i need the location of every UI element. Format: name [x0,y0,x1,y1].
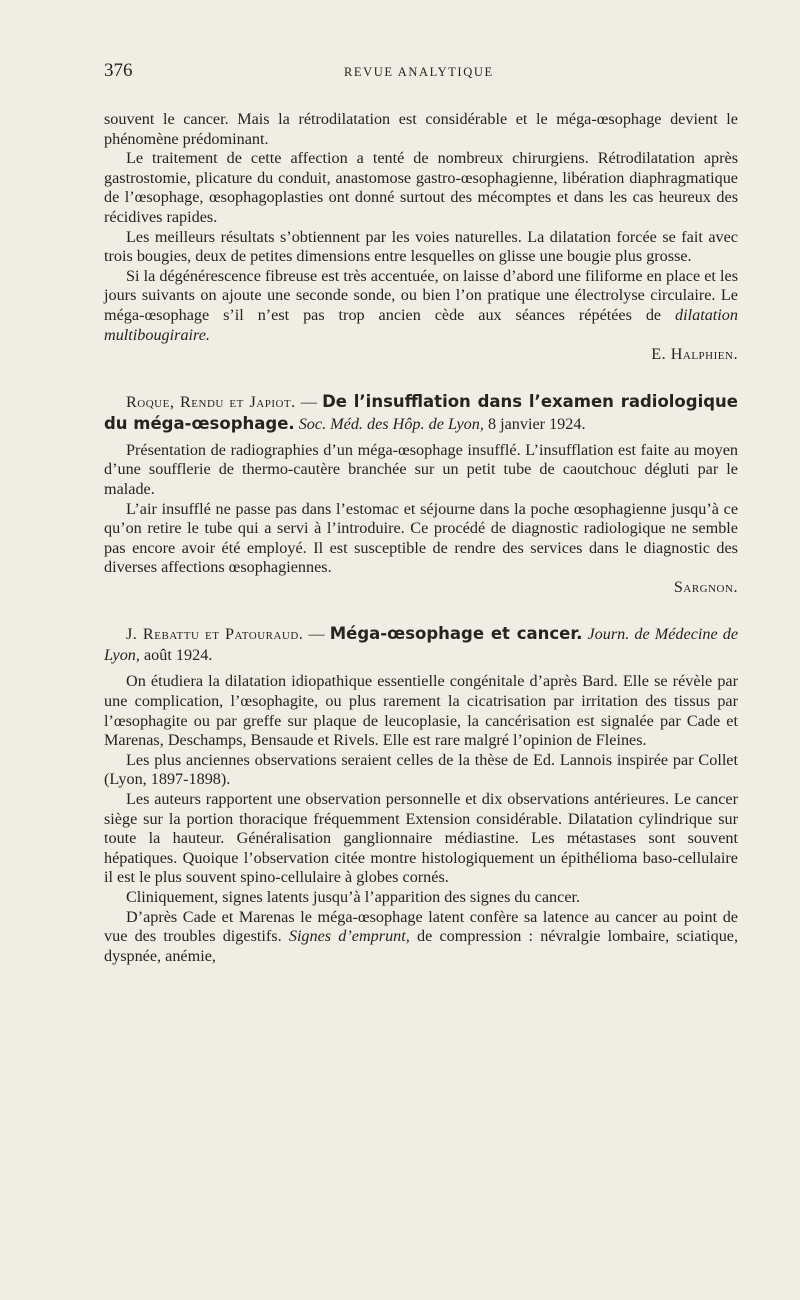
paragraph-text: Si la dégénérescence fibreuse est très accentuée, on laisse d’abord une filiforme en place et les jours suivants on ajoute une seconde sonde, ou bien l’on pratique une électrolyse circulaire. Le méga-œsophage s’il n’est pas trop ancien cède aux séances répétées de [104,266,738,324]
paragraph: Les plus anciennes observations seraient celles de la thèse de Ed. Lannois inspirée par Collet (Lyon, 1897-1898). [104,750,738,789]
paragraph: Les meilleurs résultats s’obtiennent par les voies naturelles. La dilatation forcée se fait avec trois bougies, deux de petites dimensions entre lesquelles on glisse une bougie plus grosse. [104,227,738,266]
signature-line [104,578,738,598]
reference-line: J. Rebattu et Patouraud. — Méga-œsophage et cancer. Journ. de Médecine de Lyon, août 1924. [104,624,739,665]
paragraph: On étudiera la dilatation idiopathique essentielle congénitale d’après Bard. Elle se révèle par une complication, l’œsophagite, ou plus rarement la cicatrisation par irritation des tissus par l’œsophagite ou par greffe sur plaque de leucoplasie, la cancérisation est signalée par Cade et Marenas, Deschamps, Bensaude et Rivels. Elle est rare malgré l’opinion de Fleines. [104,672,738,750]
article-reference [104,391,738,435]
page-content [104,60,738,966]
reference-line: Roque, Rendu et Japiot. — De l’insufflation dans l’examen radiologique du méga-œsophage. Soc. Méd. des Hôp. de Lyon, 8 janvier 1924. [104,391,738,433]
date: août 1924. [144,646,213,665]
journal: Journ. de Médecine de Lyon, [104,625,739,665]
authors: Roque, Rendu et Japiot. [126,392,296,411]
paragraph: Le traitement de cette affection a tenté de nombreux chirurgiens. Rétrodilatation après gastrostomie, plicature du conduit, anastomose gastro-œsophagienne, libération diaphragmatique de l’œsophage, œsophagoplasties ont donné surtout des mécomptes et dans les cas heureux des récidives rapides. [104,149,738,226]
date: 8 janvier 1924. [487,414,586,433]
signature: E. Halphien. [651,345,738,364]
article-title: De l’insufflation dans l’examen radiologique du méga-œsophage. [104,391,738,433]
page-number: 376 [104,60,133,81]
paragraph: L’air insufflé ne passe pas dans l’estomac et séjourne dans la poche œsophagienne jusqu’à ce qu’on retire le tube qui a servi à l’introduire. Ce procédé de diagnostic radiologique ne semble pas encore avoir été employé. Il est susceptible de rendre des services dans le diagnostic des diverses affections œsophagiennes. [104,499,738,577]
paragraph [104,267,738,345]
running-head: REVUE ANALYTIQUE [344,65,494,79]
authors: J. Rebattu et Patouraud. [126,625,304,644]
paragraph: Les auteurs rapportent une observation personnelle et dix observations antérieures. Le cancer siège sur la portion thoracique fréquemment Extension considérable. Dilatation cylindrique sur toute la hauteur. Généralisation ganglionnaire médiastine. Les métastases sont souvent hépatiques. Quoique l’observation citée montre histologiquement un épithélioma baso-cellulaire il est le plus souvent spino-cellulaire à globes cornés. [104,790,738,887]
article-title: Méga-œsophage et cancer. [329,624,583,644]
paragraph: D’après Cade et Marenas le méga-œsophage latent confère sa latence au cancer au point de vue des troubles digestifs. Signes d’emprunt, de compression : névralgie lombaire, sciatique, dyspnée, anémie, [104,907,739,965]
article-reference [104,623,738,666]
signature: Sargnon. [673,577,738,596]
journal: Soc. Méd. des Hôp. de Lyon, [298,414,484,433]
paragraph: souvent le cancer. Mais la rétrodilatation est considérable et le méga-œsophage devient le phénomène prédominant. [104,110,738,148]
italic-term: Signes d’emprunt, [288,927,410,946]
paragraph: Présentation de radiographies d’un méga-œsophage insufflé. L’insufflation est faite au moyen d’une soufflerie de thermo-cautère branchée sur un petit tube de caoutchouc dégluti par le malade. [104,440,738,498]
signature-line [104,345,738,365]
italic-term: dilatation multibougiraire. [104,305,738,344]
paragraph: Cliniquement, signes latents jusqu’à l’apparition des signes du cancer. [126,888,581,906]
page-header [104,60,738,90]
